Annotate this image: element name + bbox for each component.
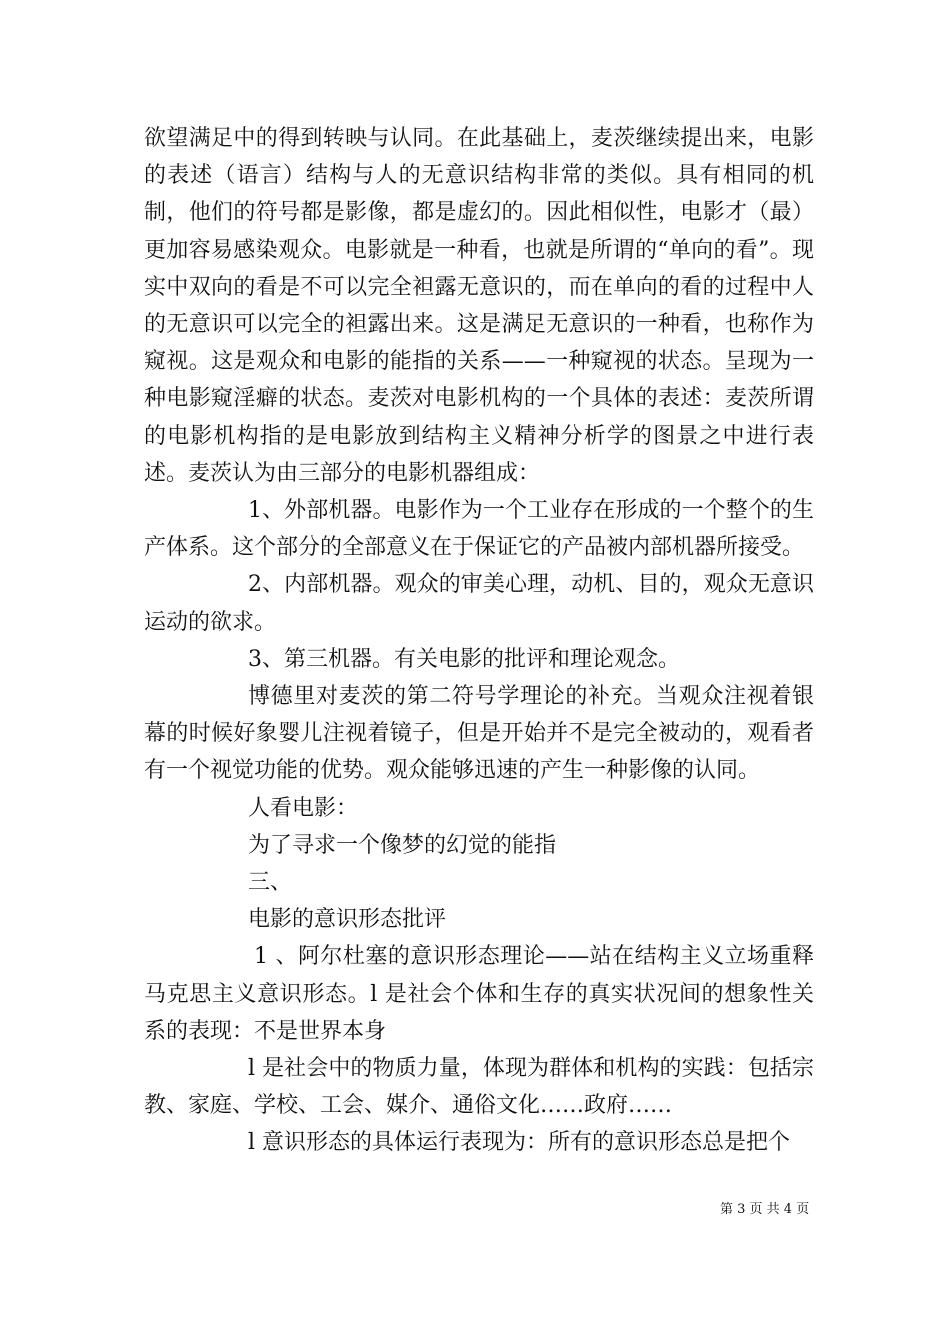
paragraph: 1 、阿尔杜塞的意识形态理论——站在结构主义立场重释马克思主义意识形态。l 是社会个体和生存的真实状况间的想象性关系的表现：不是世界本身 (144, 944, 814, 1044)
page-footer: 第 3 页 共 4 页 (720, 1202, 810, 1217)
paragraph: l 意识形态的具体运行表现为：所有的意识形态总是把个 (248, 1130, 791, 1156)
paragraph: 为了寻求一个像梦的幻觉的能指 (248, 832, 557, 858)
paragraph: 1、外部机器。电影作为一个工业存在形成的一个整个的生产体系。这个部分的全部意义在于保证它的产品被内部机器所接受。 (144, 498, 814, 561)
section-number: 三、 (248, 870, 293, 896)
paragraph: 人看电影： (248, 795, 359, 821)
body-text (144, 120, 814, 1162)
paragraph: 博德里对麦茨的第二符号学理论的补充。当观众注视着银幕的时候好象婴儿注视着镜子，但是开始并不是完全被动的，观看者有一个视觉功能的优势。观众能够迅速的产生一种影像的认同。 (144, 684, 814, 784)
paragraph: l 是社会中的物质力量，体现为群体和机构的实践：包括宗教、家庭、学校、工会、媒介、通俗文化……政府…… (144, 1056, 814, 1119)
paragraph: 3、第三机器。有关电影的批评和理论观念。 (248, 646, 680, 672)
section-heading: 电影的意识形态批评 (248, 907, 447, 933)
paragraph: 2、内部机器。观众的审美心理，动机、目的，观众无意识运动的欲求。 (144, 572, 814, 635)
paragraph: 欲望满足中的得到转映与认同。在此基础上，麦茨继续提出来，电影的表述（语言）结构与人的无意识结构非常的类似。具有相同的机制，他们的符号都是影像，都是虚幻的。因此相似性，电影才（最）更加容易感染观众。电影就是一种看，也就是所谓的“单向的看”。现实中双向的看是不可以完全袒露无意识的，而在单向的看的过程中人的无意识可以完全的袒露出来。这是满足无意识的一种看，也称作为窥视。这是观众和电影的能指的关系——一种窥视的状态。呈现为一种电影窥淫癖的状态。麦茨对电影机构的一个具体的表述：麦茨所谓的电影机构指的是电影放到结构主义精神分析学的图景之中进行表述。麦茨认为由三部分的电影机器组成： (144, 126, 814, 486)
